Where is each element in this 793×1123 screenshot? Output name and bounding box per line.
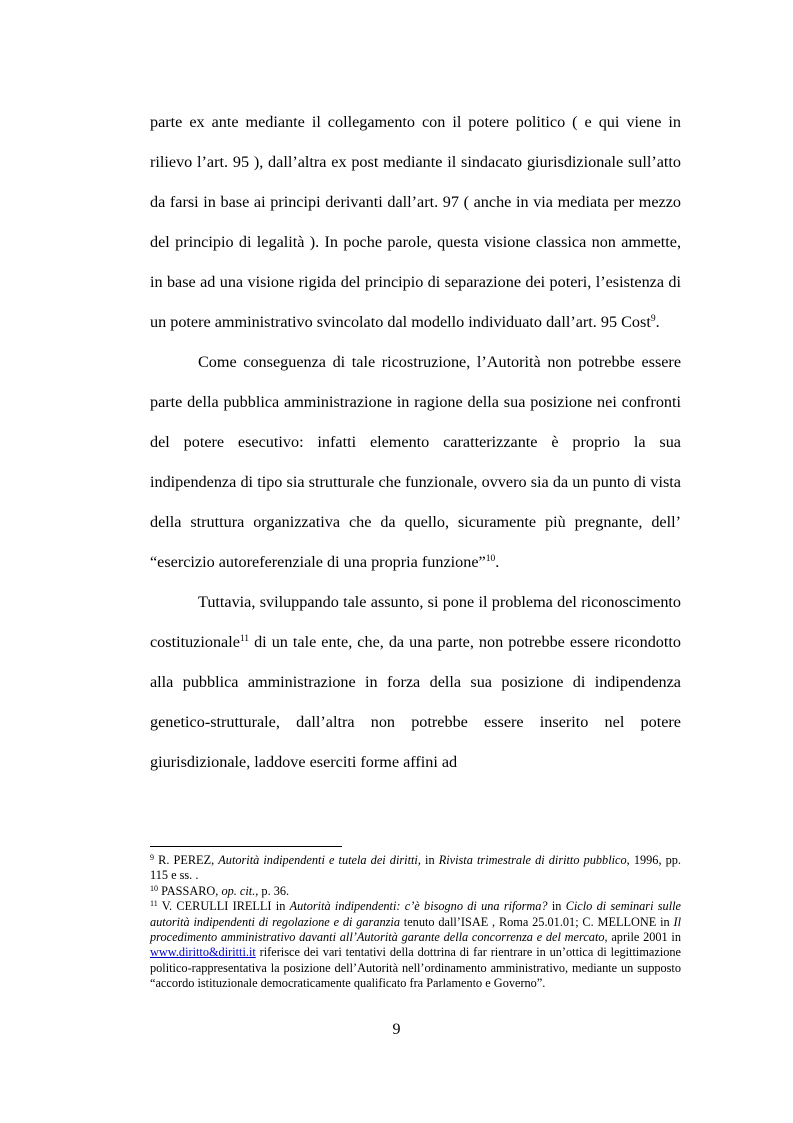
paragraph-3: Tuttavia, sviluppando tale assunto, si pone il problema del riconoscimento costituzionale$^{11}$ di un tale ente, che, da una parte, non potrebbe essere ricondotto alla pubblica amministrazione in forza della sua posizione di indipendenza genetico-strutturale, dall’altra non potrebbe essere inserito nel potere giurisdizionale, laddove eserciti forme affini ad: [150, 593, 681, 771]
footnote-ref-9[interactable]: 9: [650, 314, 656, 324]
diritto-link[interactable]: www.diritto&diritti.it: [150, 945, 256, 960]
paragraph-1: parte ex ante mediante il collegamento con il potere politico ( e qui viene in rilievo l’art. 95 ), dall’altra ex post mediante il sindacato giurisdizionale sull’atto da farsi in base ai principi derivanti dall’art. 97 ( anche in via mediata per mezzo del principio di legalità ). In poche parole, questa visione classica non ammette, in base ad una visione rigida del principio di separazione dei poteri, l’esistenza di un potere amministrativo svincolato dal modello individuato dall’art. 95 Cost$^9$.: [150, 113, 681, 331]
page-number: 9: [392, 1021, 401, 1038]
footnote-9: $^9$ R. PEREZ, Autorità indipendenti e tutela dei diritti, in Rivista trimestrale di diritto pubblico, 1996, pp. 115 e ss. .: [150, 853, 682, 883]
footnote-10: $^{10}$ PASSARO, op. cit., p. 36.: [150, 883, 290, 898]
paragraph-2: Come conseguenza di tale ricostruzione, l’Autorità non potrebbe essere parte della pubblica amministrazione in ragione della sua posizione nei confronti del potere esecutivo: infatti elemento caratterizzante è proprio la sua indipendenza di tipo sia strutturale che funzionale, ovvero sia da un punto di vista della struttura organizzativa che da quello, sicuramente più pregnante, dell’ “esercizio autoreferenziale di una propria funzione”$^{10}$.: [150, 353, 681, 571]
footnote-11: $^{11}$ V. CERULLI IRELLI in Autorità indipendenti: c’è bisogno di una riforma? in Ciclo di seminari sulle autorità indipendenti di regolazione e di garanzia tenuto dall’ISAE , Roma 25.01.01; C. MELLONE in Il procedimento amministrativo davanti all’Autorità garante della concorrenza e del mercato, aprile 2001 in www.diritto&diritti.it riferisce dei vari tentativi della dottrina di far rientrare in un’ottica di legittimazione politico-rappresentativa la posizione dell’Autorità nell’ordinamento amministrativo, mediante un supposto “accordo istituzionale democraticamente qualificato fra Parlamento e Governo”.: [150, 899, 681, 991]
footnotes: [150, 853, 681, 992]
footnote-ref-10[interactable]: 10: [485, 554, 496, 564]
footnote-ref-11[interactable]: 11: [239, 634, 250, 644]
body-text: [150, 102, 681, 782]
footnote-separator: [150, 846, 342, 847]
